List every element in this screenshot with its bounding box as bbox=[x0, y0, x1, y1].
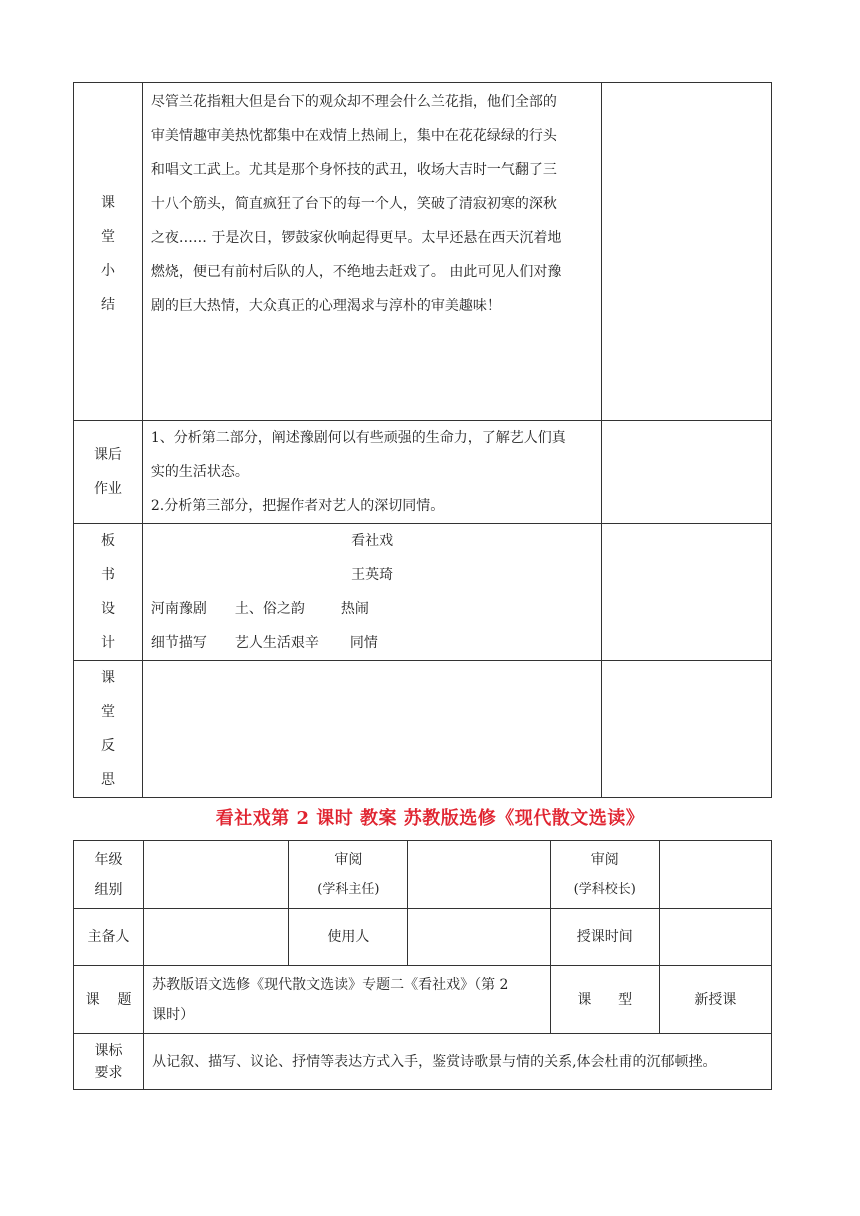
label-char: 课 bbox=[100, 194, 115, 211]
label-line: 作业 bbox=[93, 481, 122, 497]
review2-value bbox=[659, 841, 771, 909]
topic-value bbox=[144, 966, 551, 1034]
review1-label bbox=[289, 841, 408, 909]
homework-label bbox=[74, 421, 143, 524]
preparer-label: 主备人 bbox=[74, 909, 144, 966]
lesson-plan-table-top bbox=[73, 82, 772, 798]
reflection-notes bbox=[602, 661, 772, 798]
board-cell: 细节描写 bbox=[150, 635, 207, 651]
summary-line: 剧的巨大热情，大众真正的心理渴求与淳朴的审美趣味！ bbox=[150, 298, 501, 314]
type-value: 新授课 bbox=[659, 966, 771, 1034]
document-title: 看社戏第 2 课时 教案 苏教版选修《现代散文选读》 bbox=[215, 808, 645, 829]
label-char: 小 bbox=[100, 262, 115, 279]
homework-notes bbox=[602, 421, 772, 524]
board-title: 看社戏 bbox=[351, 533, 394, 549]
label-char: 设 bbox=[100, 601, 115, 617]
label-char: 堂 bbox=[100, 704, 115, 720]
label-line: 课标 bbox=[94, 1042, 123, 1059]
reflection-row bbox=[74, 661, 772, 798]
board-cell: 热闹 bbox=[340, 601, 369, 617]
type-label: 课 型 bbox=[550, 966, 659, 1034]
standard-label bbox=[74, 1034, 144, 1090]
info-row-people bbox=[74, 909, 772, 966]
label-line: 组别 bbox=[94, 881, 123, 898]
homework-line: 1、分析第二部分，阐述豫剧何以有些顽强的生命力，了解艺人们真 bbox=[150, 430, 566, 446]
time-value bbox=[659, 909, 771, 966]
review2-label bbox=[550, 841, 659, 909]
board-cell: 同情 bbox=[349, 635, 378, 651]
summary-row bbox=[74, 83, 772, 421]
board-content bbox=[142, 524, 601, 661]
homework-line: 实的生活状态。 bbox=[150, 464, 249, 480]
label-line: 课后 bbox=[93, 447, 122, 463]
label-char: 反 bbox=[100, 738, 115, 754]
label-char: 板 bbox=[100, 533, 115, 549]
summary-line: 审美情趣审美热忱都集中在戏情上热闹上，集中在花花绿绿的行头 bbox=[150, 128, 557, 144]
summary-line: 燃烧，便已有前村后队的人，不绝地去赶戏了。 由此可见人们对豫 bbox=[150, 264, 562, 280]
grade-label bbox=[74, 841, 144, 909]
summary-line: 和唱文工武上。尤其是那个身怀技的武丑，收场大吉时一气翻了三 bbox=[150, 162, 557, 178]
board-row bbox=[74, 524, 772, 661]
grade-value bbox=[144, 841, 289, 909]
label-char: 思 bbox=[100, 772, 115, 788]
label-char: 堂 bbox=[100, 228, 115, 245]
summary-line: 之夜…… 于是次日，锣鼓家伙响起得更早。太早还悬在西天沉着地 bbox=[150, 230, 562, 246]
label-line: (学科主任) bbox=[317, 881, 380, 897]
topic-line: 课时） bbox=[152, 1006, 195, 1023]
topic-label: 课 题 bbox=[74, 966, 144, 1034]
user-value bbox=[408, 909, 550, 966]
reflection-content bbox=[142, 661, 601, 798]
board-row-1 bbox=[151, 592, 593, 626]
summary-label bbox=[74, 83, 143, 421]
user-label: 使用人 bbox=[289, 909, 408, 966]
label-line: 审阅 bbox=[590, 851, 619, 868]
label-line: (学科校长) bbox=[573, 881, 636, 897]
board-notes bbox=[602, 524, 772, 661]
info-row-topic bbox=[74, 966, 772, 1034]
board-author: 王英琦 bbox=[351, 567, 394, 583]
board-cell: 土、俗之韵 bbox=[234, 601, 305, 617]
label-line: 年级 bbox=[94, 851, 123, 868]
summary-content bbox=[142, 83, 601, 421]
topic-line: 苏教版语文选修《现代散文选读》专题二《看社戏》（第 2 bbox=[152, 976, 509, 993]
board-label bbox=[74, 524, 143, 661]
label-line: 审阅 bbox=[334, 851, 363, 868]
standard-value: 从记叙、描写、议论、抒情等表达方式入手，鉴赏诗歌景与情的关系,体会杜甫的沉郁顿挫。 bbox=[144, 1034, 772, 1090]
label-line: 要求 bbox=[94, 1064, 123, 1081]
board-cell: 艺人生活艰辛 bbox=[234, 635, 319, 651]
lesson-info-table bbox=[73, 840, 772, 1090]
label-char: 书 bbox=[100, 567, 115, 583]
summary-notes bbox=[602, 83, 772, 421]
homework-content bbox=[142, 421, 601, 524]
board-row-2 bbox=[151, 626, 593, 660]
homework-line: 2.分析第三部分，把握作者对艺人的深切同情。 bbox=[150, 498, 445, 514]
label-char: 结 bbox=[100, 296, 115, 313]
review1-value bbox=[408, 841, 550, 909]
summary-line: 十八个筋头，简直疯狂了台下的每一个人，笑破了清寂初寒的深秋 bbox=[150, 196, 557, 212]
label-char: 计 bbox=[100, 635, 115, 651]
reflection-label bbox=[74, 661, 143, 798]
label-char: 课 bbox=[100, 670, 115, 686]
board-cell: 河南豫剧 bbox=[150, 601, 207, 617]
info-row-standard bbox=[74, 1034, 772, 1090]
preparer-value bbox=[144, 909, 289, 966]
summary-line: 尽管兰花指粗大但是台下的观众却不理会什么兰花指，他们全部的 bbox=[150, 94, 557, 110]
info-row-review bbox=[74, 841, 772, 909]
homework-row bbox=[74, 421, 772, 524]
time-label: 授课时间 bbox=[550, 909, 659, 966]
